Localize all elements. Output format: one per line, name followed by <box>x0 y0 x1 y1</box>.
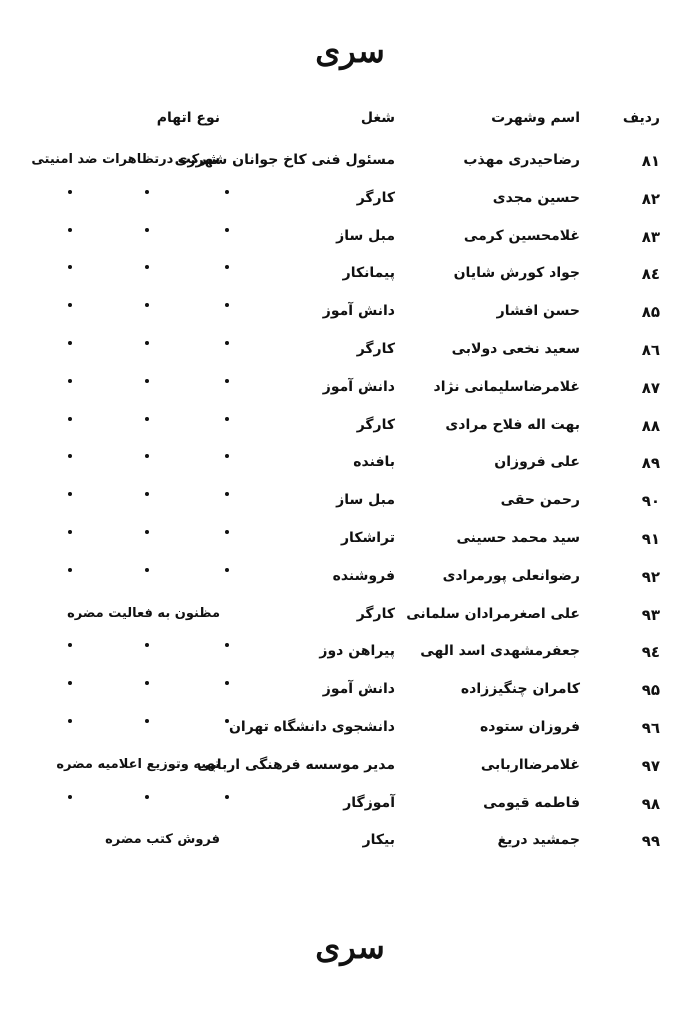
ditto-dot-icon <box>68 190 72 194</box>
row-number: ۹۲ <box>641 567 660 586</box>
ditto-dot-icon <box>68 568 72 572</box>
ditto-dot-icon <box>225 228 229 232</box>
row-name: جواد کورش شایان <box>453 265 580 282</box>
ditto-dot-icon <box>145 228 149 232</box>
ditto-dot-icon <box>145 454 149 458</box>
ditto-dot-icon <box>225 681 229 685</box>
ditto-marks <box>0 454 700 464</box>
table-body <box>0 148 700 866</box>
row-name: فاطمه قیومی <box>483 794 580 811</box>
table-row <box>0 299 700 337</box>
ditto-dot-icon <box>145 568 149 572</box>
ditto-dot-icon <box>68 341 72 345</box>
ditto-dot-icon <box>225 379 229 383</box>
table-row <box>0 413 700 451</box>
table-header <box>0 110 700 134</box>
ditto-marks <box>0 265 700 275</box>
ditto-dot-icon <box>225 454 229 458</box>
table-row <box>0 677 700 715</box>
ditto-dot-icon <box>68 530 72 534</box>
ditto-dot-icon <box>145 530 149 534</box>
ditto-dot-icon <box>225 417 229 421</box>
row-name: رضاحیدری مهذب <box>463 152 580 168</box>
row-job: پیمانکار <box>342 265 395 282</box>
table-row <box>0 224 700 262</box>
ditto-dot-icon <box>145 190 149 194</box>
row-name: حسین مجدی <box>492 189 580 206</box>
ditto-dot-icon <box>225 190 229 194</box>
ditto-dot-icon <box>225 568 229 572</box>
table-row <box>0 526 700 564</box>
ditto-dot-icon <box>145 795 149 799</box>
row-name: جمشید دریغ <box>497 832 580 849</box>
row-job: مدیر موسسه فرهنگی اربابی <box>197 756 395 773</box>
row-number: ۸۳ <box>641 227 660 246</box>
row-job: پیراهن دوز <box>319 643 395 660</box>
header-name: اسم وشهرت <box>491 110 580 126</box>
row-job: دانشجوی دانشگاه تهران <box>228 718 395 735</box>
row-job: دانش آموز <box>322 303 395 320</box>
row-job: مبل ساز <box>336 227 395 244</box>
row-number: ۸۲ <box>641 189 660 208</box>
row-job: بیکار <box>362 832 395 849</box>
row-job: کارگر <box>356 416 395 433</box>
row-name: علی اصغرمرادان سلمانی <box>406 605 580 622</box>
table-row <box>0 375 700 413</box>
row-number: ۹٦ <box>641 718 660 737</box>
ditto-dot-icon <box>225 265 229 269</box>
ditto-dot-icon <box>145 643 149 647</box>
table-row <box>0 753 700 791</box>
row-job: مبل ساز <box>336 492 395 509</box>
ditto-dot-icon <box>68 795 72 799</box>
table-row <box>0 791 700 829</box>
ditto-dot-icon <box>68 379 72 383</box>
ditto-marks <box>0 795 700 805</box>
row-name: سعید نخعی دولابی <box>451 340 580 357</box>
row-job: دانش آموز <box>322 681 395 698</box>
row-charge: تهیه وتوزیع اعلامیه مضره <box>56 756 220 772</box>
table-row <box>0 639 700 677</box>
row-name: علی فروزان <box>494 454 580 471</box>
row-job: تراشکار <box>341 529 395 546</box>
header-job: شغل <box>360 110 395 126</box>
ditto-dot-icon <box>145 719 149 723</box>
ditto-dot-icon <box>225 643 229 647</box>
ditto-marks <box>0 379 700 389</box>
table-row <box>0 828 700 866</box>
row-number: ۸۷ <box>641 378 660 397</box>
ditto-marks <box>0 341 700 351</box>
ditto-dot-icon <box>68 492 72 496</box>
row-name: جعفرمشهدی اسد الهی <box>420 643 580 660</box>
ditto-marks <box>0 492 700 502</box>
ditto-marks <box>0 681 700 691</box>
ditto-dot-icon <box>145 303 149 307</box>
row-job: بافنده <box>353 454 395 471</box>
row-charge: مظنون به فعالیت مضره <box>67 605 220 621</box>
ditto-marks <box>0 719 700 729</box>
row-name: حسن افشار <box>496 303 580 320</box>
row-charge: فروش کتب مضره <box>105 832 220 848</box>
table-row <box>0 715 700 753</box>
table-row <box>0 337 700 375</box>
ditto-dot-icon <box>68 681 72 685</box>
footer-title: سری <box>315 928 385 966</box>
table-row <box>0 488 700 526</box>
table-row <box>0 450 700 488</box>
ditto-marks <box>0 190 700 200</box>
row-job: آموزگار <box>343 794 395 811</box>
row-name: رحمن حقی <box>500 492 580 509</box>
ditto-dot-icon <box>68 265 72 269</box>
row-job: فروشنده <box>332 567 395 584</box>
row-job: کارگر <box>356 189 395 206</box>
ditto-dot-icon <box>145 379 149 383</box>
ditto-dot-icon <box>68 417 72 421</box>
row-job: مسئول فنی کاخ جوانان شهرری <box>174 152 395 168</box>
ditto-marks <box>0 417 700 427</box>
ditto-marks <box>0 568 700 578</box>
row-number: ۹٤ <box>641 643 660 662</box>
ditto-marks <box>0 303 700 313</box>
ditto-dot-icon <box>225 492 229 496</box>
ditto-dot-icon <box>145 265 149 269</box>
row-name: غلامرضااربابی <box>480 756 580 773</box>
row-number: ۹۹ <box>641 832 660 851</box>
row-number: ۹۷ <box>641 756 660 775</box>
row-number: ۸۹ <box>641 454 660 473</box>
ditto-dot-icon <box>68 228 72 232</box>
row-number: ۹۰ <box>641 492 660 511</box>
row-number: ۸٤ <box>641 265 660 284</box>
row-job: دانش آموز <box>322 378 395 395</box>
ditto-dot-icon <box>225 719 229 723</box>
ditto-dot-icon <box>68 454 72 458</box>
ditto-dot-icon <box>145 492 149 496</box>
table-row <box>0 261 700 299</box>
ditto-dot-icon <box>225 530 229 534</box>
ditto-dot-icon <box>145 417 149 421</box>
row-number: ۹۵ <box>641 681 660 700</box>
row-name: سید محمد حسینی <box>456 529 580 546</box>
row-number: ۹۸ <box>641 794 660 813</box>
ditto-marks <box>0 228 700 238</box>
row-job: کارگر <box>356 340 395 357</box>
row-name: غلامرضاسلیمانی نژاد <box>433 378 580 395</box>
ditto-dot-icon <box>68 303 72 307</box>
ditto-marks <box>0 530 700 540</box>
row-number: ۸۸ <box>641 416 660 435</box>
row-name: کامران چنگیززاده <box>460 681 580 698</box>
ditto-dot-icon <box>68 719 72 723</box>
row-name: غلامحسین کرمی <box>463 227 580 244</box>
row-number: ۸٦ <box>641 340 660 359</box>
row-number: ۹۱ <box>641 529 660 548</box>
ditto-dot-icon <box>145 681 149 685</box>
page-title: سری <box>315 32 385 70</box>
row-number: ۹۳ <box>641 605 660 624</box>
ditto-dot-icon <box>68 643 72 647</box>
header-charge: نوع اتهام <box>156 110 220 126</box>
row-name: فروزان ستوده <box>480 718 580 735</box>
table-row <box>0 148 700 186</box>
ditto-marks <box>0 643 700 653</box>
row-charge: شرکت درتظاهرات ضد امنیتی <box>31 152 220 167</box>
header-number: ردیف <box>622 110 660 126</box>
table-row <box>0 602 700 640</box>
row-number: ۸۱ <box>641 152 660 170</box>
row-name: بهت اله فلاح مرادی <box>445 416 580 433</box>
ditto-dot-icon <box>145 341 149 345</box>
table-row <box>0 186 700 224</box>
row-job: کارگر <box>356 605 395 622</box>
table-row <box>0 564 700 602</box>
row-name: رضوانعلی پورمرادی <box>442 567 580 584</box>
ditto-dot-icon <box>225 795 229 799</box>
ditto-dot-icon <box>225 341 229 345</box>
row-number: ۸۵ <box>641 303 660 322</box>
ditto-dot-icon <box>225 303 229 307</box>
